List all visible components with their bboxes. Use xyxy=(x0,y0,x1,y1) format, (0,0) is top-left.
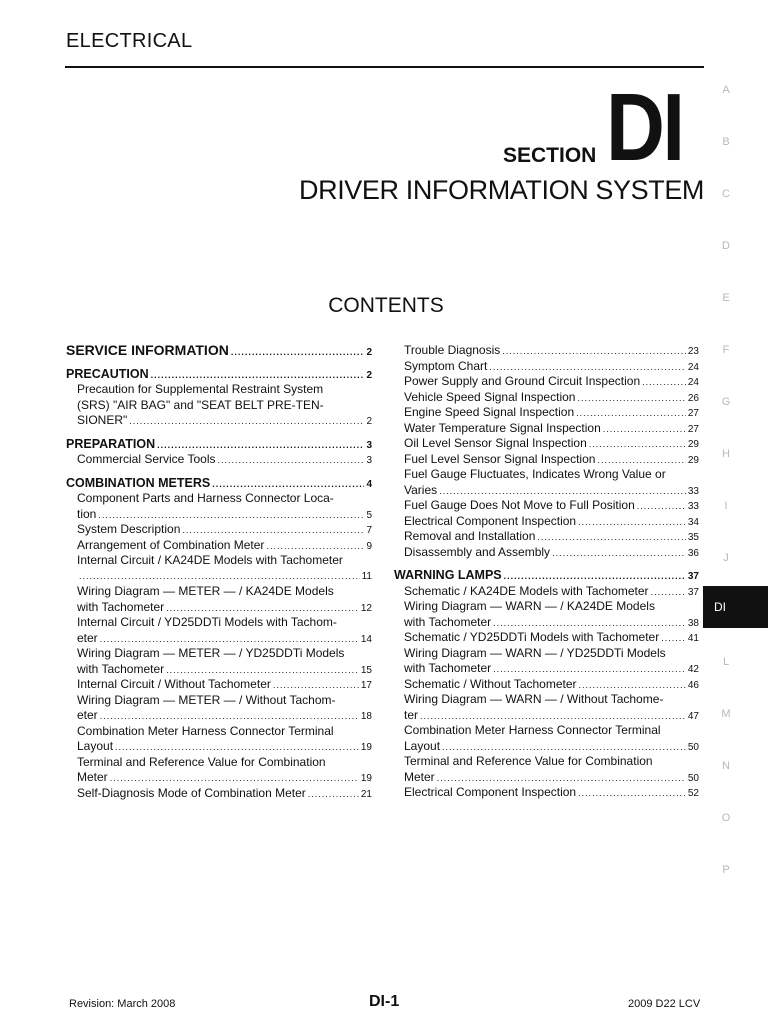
toc-leader-dots xyxy=(182,523,364,538)
toc-entry-text: Wiring Diagram — METER — / YD25DDTi Models xyxy=(77,646,345,660)
toc-leader-dots xyxy=(439,484,686,499)
toc-leader-dots xyxy=(442,740,686,755)
toc-page-number: 2 xyxy=(366,369,372,381)
toc-page-number: 21 xyxy=(360,788,372,800)
toc-entry-line xyxy=(77,569,372,585)
footer-revision: Revision: March 2008 xyxy=(69,998,176,1010)
toc-entry-text: Fuel Gauge Fluctuates, Indicates Wrong Value or xyxy=(404,467,666,481)
toc-entry-text: ter xyxy=(404,707,419,722)
section-code: DI xyxy=(606,74,683,181)
toc-entry-text: SIONER" xyxy=(77,413,128,427)
toc-entry[interactable] xyxy=(394,646,699,677)
toc-entry-line xyxy=(77,538,372,554)
toc-entry-line xyxy=(404,529,699,545)
toc-leader-dots xyxy=(651,585,686,600)
toc-group-label: WARNING LAMPS xyxy=(394,568,502,582)
toc-leader-dots xyxy=(493,662,686,677)
toc-entry-text: Meter xyxy=(77,770,108,784)
toc-page-number: 24 xyxy=(687,361,699,373)
toc-entry-text: Trouble Diagnosis xyxy=(404,343,501,357)
toc-entry[interactable] xyxy=(66,491,372,522)
toc-entry-line xyxy=(404,615,699,631)
toc-leader-dots xyxy=(589,437,686,452)
toc-page-number: 26 xyxy=(687,392,699,404)
toc-leader-dots xyxy=(578,515,686,530)
toc-entry[interactable] xyxy=(66,646,372,677)
toc-entry[interactable] xyxy=(394,723,699,754)
section-tab-g[interactable]: G xyxy=(721,396,731,408)
toc-leader-dots xyxy=(577,391,685,406)
toc-entry[interactable] xyxy=(66,452,372,468)
toc-leader-dots xyxy=(502,344,686,359)
toc-entry-text: Internal Circuit / KA24DE Models with Tachometer xyxy=(77,553,343,567)
toc-entry[interactable] xyxy=(394,467,699,498)
contents-heading: CONTENTS xyxy=(328,294,444,317)
toc-leader-dots xyxy=(603,422,686,437)
toc-entry-text: Fuel Level Sensor Signal Inspection xyxy=(404,451,596,466)
toc-leader-dots xyxy=(597,453,685,468)
toc-leader-dots xyxy=(129,414,364,429)
section-tab-n[interactable]: N xyxy=(722,760,730,772)
toc-entry[interactable] xyxy=(394,630,699,646)
toc-page-number: 15 xyxy=(360,664,372,676)
toc-page-number: 5 xyxy=(366,509,372,521)
toc-page-number: 33 xyxy=(687,501,699,512)
toc-entry[interactable] xyxy=(66,584,372,615)
toc-entry-text: Schematic / YD25DDTi Models with Tachometer xyxy=(404,630,660,644)
toc-page-number: 19 xyxy=(360,773,372,784)
header-rule xyxy=(65,66,704,68)
toc-entry[interactable] xyxy=(394,421,699,437)
toc-entry[interactable] xyxy=(394,436,699,452)
toc-entry[interactable] xyxy=(394,677,699,693)
toc-leader-dots xyxy=(166,663,359,678)
toc-page-number: 2 xyxy=(366,347,372,358)
toc-entry-text: Terminal and Reference Value for Combination xyxy=(404,754,653,768)
toc-page-number: 42 xyxy=(687,664,699,675)
toc-entry-text: (SRS) "AIR BAG" and "SEAT BELT PRE-TEN- xyxy=(77,397,324,412)
toc-entry-line xyxy=(77,452,372,468)
toc-page-number: 50 xyxy=(687,772,699,784)
toc-leader-dots xyxy=(437,771,686,786)
toc-entry-line xyxy=(404,661,699,677)
toc-page-number: 37 xyxy=(687,571,699,582)
toc-entry-text: Schematic / Without Tachometer xyxy=(404,676,577,691)
toc-entry[interactable] xyxy=(394,390,699,406)
toc-entry-text: Schematic / KA24DE Models with Tachometer xyxy=(404,583,649,598)
toc-leader-dots xyxy=(151,368,365,383)
toc-entry[interactable] xyxy=(66,538,372,554)
toc-page-number: 29 xyxy=(687,454,699,466)
toc-entry-line xyxy=(77,739,372,755)
toc-entry-text: Fuel Gauge Does Not Move to Full Position xyxy=(404,498,635,512)
toc-page-number: 3 xyxy=(366,455,372,466)
toc-entry-line xyxy=(77,662,372,678)
toc-page-number: 23 xyxy=(687,346,699,357)
toc-page-number: 24 xyxy=(687,377,699,388)
toc-entry-text: with Tachometer xyxy=(77,599,165,614)
toc-leader-dots xyxy=(212,477,364,492)
toc-group-heading[interactable] xyxy=(66,343,372,359)
toc-leader-dots xyxy=(504,569,686,584)
section-tab-c[interactable]: C xyxy=(722,188,730,200)
toc-entry[interactable] xyxy=(66,755,372,786)
toc-leader-dots xyxy=(552,546,686,561)
toc-leader-dots xyxy=(218,453,365,468)
section-tab-j[interactable]: J xyxy=(723,552,729,564)
toc-entry-text: Wiring Diagram — WARN — / KA24DE Models xyxy=(404,599,655,613)
toc-entry-text: Electrical Component Inspection xyxy=(404,513,577,528)
toc-entry-line xyxy=(404,584,699,600)
toc-entry[interactable] xyxy=(394,405,699,421)
toc-entry-line xyxy=(404,498,699,514)
toc-entry-text: Self-Diagnosis Mode of Combination Meter xyxy=(77,785,306,800)
toc-leader-dots xyxy=(166,601,359,616)
toc-entry-text: Power Supply and Ground Circuit Inspection xyxy=(404,374,641,388)
toc-entry[interactable] xyxy=(394,754,699,785)
manual-category: ELECTRICAL xyxy=(66,30,193,52)
toc-leader-dots xyxy=(79,569,360,585)
toc-entry-line xyxy=(77,677,372,693)
toc-group-label: COMBINATION METERS xyxy=(66,475,211,490)
section-tab-b[interactable]: B xyxy=(722,136,730,148)
toc-page-number: 29 xyxy=(687,439,699,450)
toc-entry-line xyxy=(77,507,372,523)
toc-entry[interactable] xyxy=(66,522,372,538)
toc-entry-text: Internal Circuit / YD25DDTi Models with Tachom- xyxy=(77,615,337,629)
toc-entry-text: with Tachometer xyxy=(404,661,492,675)
toc-leader-dots xyxy=(493,616,686,631)
toc-entry-line xyxy=(404,374,699,390)
toc-entry-line xyxy=(404,483,699,499)
toc-entry-text: with Tachometer xyxy=(404,614,492,629)
section-tab-h[interactable]: H xyxy=(722,448,730,460)
toc-page-number: 17 xyxy=(360,680,372,691)
toc-leader-dots xyxy=(489,360,686,375)
toc-entry-text: Layout xyxy=(404,738,441,753)
toc-entry[interactable] xyxy=(66,693,372,724)
toc-entry-line xyxy=(77,708,372,724)
toc-page-number: 4 xyxy=(366,478,372,490)
toc-entry-text: Layout xyxy=(77,739,114,753)
toc-leader-dots xyxy=(110,771,359,786)
toc-entry[interactable] xyxy=(394,545,699,561)
toc-page-number: 12 xyxy=(360,602,372,614)
toc-entry-text: Disassembly and Assembly xyxy=(404,544,551,559)
toc-leader-dots xyxy=(537,530,685,545)
toc-entry-line xyxy=(77,631,372,647)
toc-page-number: 18 xyxy=(360,711,372,722)
toc-entry[interactable] xyxy=(394,452,699,468)
toc-entry[interactable] xyxy=(394,584,699,600)
section-tab-a[interactable]: A xyxy=(722,84,730,96)
toc-group-label: PRECAUTION xyxy=(66,366,149,381)
toc-entry-text: tion xyxy=(77,506,97,521)
section-tab-e[interactable]: E xyxy=(722,292,730,304)
toc-leader-dots xyxy=(115,740,359,755)
toc-entry-text: Wiring Diagram — METER — / KA24DE Models xyxy=(77,584,334,598)
toc-leader-dots xyxy=(308,787,359,802)
toc-page-number: 33 xyxy=(687,485,699,497)
toc-page-number: 27 xyxy=(687,408,699,419)
toc-left-column xyxy=(66,343,372,801)
toc-entry-line xyxy=(77,786,372,802)
toc-page-number: 50 xyxy=(687,741,699,753)
toc-entry[interactable] xyxy=(66,553,372,584)
toc-page-number: 34 xyxy=(687,516,699,528)
toc-entry-line xyxy=(404,452,699,468)
toc-leader-dots xyxy=(266,539,364,554)
section-label: SECTION xyxy=(503,144,597,167)
section-tab-active[interactable]: DI xyxy=(703,586,768,628)
toc-entry-text: Oil Level Sensor Signal Inspection xyxy=(404,436,587,450)
toc-entry-line xyxy=(77,413,372,429)
toc-entry-line xyxy=(77,600,372,616)
section-tab-i[interactable]: I xyxy=(724,500,728,512)
section-tab-d[interactable]: D xyxy=(722,240,730,252)
toc-page-number: 35 xyxy=(687,532,699,543)
toc-leader-dots xyxy=(579,678,686,693)
toc-leader-dots xyxy=(231,345,365,359)
toc-page-number: 7 xyxy=(366,525,372,536)
toc-right-column xyxy=(394,343,699,801)
section-tab-f[interactable]: F xyxy=(722,344,730,356)
toc-entry-text: Wiring Diagram — METER — / Without Tachom- xyxy=(77,692,336,707)
toc-page-number: 19 xyxy=(360,742,372,753)
toc-page-number: 46 xyxy=(687,679,699,691)
toc-entry-line xyxy=(404,677,699,693)
footer-page-number: DI-1 xyxy=(369,993,400,1010)
section-tab-p[interactable]: P xyxy=(722,864,730,876)
toc-entry[interactable] xyxy=(66,677,372,693)
toc-leader-dots xyxy=(420,709,686,724)
toc-entry[interactable] xyxy=(394,692,699,723)
toc-entry-line xyxy=(404,630,699,646)
toc-entry[interactable] xyxy=(394,785,699,801)
footer-model: 2009 D22 LCV xyxy=(628,998,701,1010)
toc-leader-dots xyxy=(637,499,686,514)
toc-entry-text: Vehicle Speed Signal Inspection xyxy=(404,389,576,404)
toc-page-number: 9 xyxy=(366,540,372,552)
toc-entry[interactable] xyxy=(66,615,372,646)
toc-leader-dots xyxy=(98,508,364,523)
toc-entry-text: Water Temperature Signal Inspection xyxy=(404,420,601,435)
toc-page-number: 2 xyxy=(366,416,372,427)
toc-page-number: 38 xyxy=(687,617,699,629)
toc-entry[interactable] xyxy=(394,374,699,390)
section-tab-l[interactable]: L xyxy=(722,656,730,668)
toc-entry-text: Engine Speed Signal Inspection xyxy=(404,405,575,419)
toc-group-label: SERVICE INFORMATION xyxy=(66,343,229,358)
toc-entry-text: Electrical Component Inspection xyxy=(404,785,577,799)
toc-entry-text: Removal and Installation xyxy=(404,529,536,543)
toc-page-number: 41 xyxy=(687,633,699,644)
toc-entry-line xyxy=(404,359,699,375)
toc-entry-text: Terminal and Reference Value for Combination xyxy=(77,754,326,769)
toc-entry[interactable] xyxy=(394,359,699,375)
toc-group-label: PREPARATION xyxy=(66,436,156,451)
toc-entry-line xyxy=(404,545,699,561)
toc-entry[interactable] xyxy=(66,786,372,802)
toc-entry-text: Combination Meter Harness Connector Terminal xyxy=(77,723,334,738)
toc-leader-dots xyxy=(661,631,686,646)
toc-entry-line xyxy=(404,739,699,755)
section-tab-m[interactable]: M xyxy=(721,708,731,720)
toc-page-number: 47 xyxy=(687,710,699,722)
toc-entry-line xyxy=(77,522,372,538)
toc-page-number: 36 xyxy=(687,547,699,559)
toc-entry-line xyxy=(404,421,699,437)
toc-page-number: 37 xyxy=(687,586,699,598)
toc-entry-line xyxy=(404,708,699,724)
toc-group-heading[interactable] xyxy=(66,437,372,453)
toc-entry-text: Wiring Diagram — WARN — / Without Tachome- xyxy=(404,692,664,706)
toc-group-heading[interactable] xyxy=(66,367,372,383)
toc-entry-line xyxy=(404,770,699,786)
toc-page-number: 14 xyxy=(360,633,372,645)
toc-entry[interactable] xyxy=(394,498,699,514)
toc-page-number: 3 xyxy=(366,439,372,451)
toc-entry-line xyxy=(404,405,699,421)
toc-entry-text: Internal Circuit / Without Tachometer xyxy=(77,677,271,691)
toc-entry-line xyxy=(404,390,699,406)
toc-entry-text: Symptom Chart xyxy=(404,358,488,373)
toc-leader-dots xyxy=(273,678,359,693)
toc-leader-dots xyxy=(578,786,686,801)
toc-entry-text: System Description xyxy=(77,522,181,536)
toc-entry[interactable] xyxy=(394,599,699,630)
toc-entry-text: Commercial Service Tools xyxy=(77,452,216,466)
section-tab-o[interactable]: O xyxy=(721,812,731,824)
toc-entry-text: eter xyxy=(77,708,98,722)
toc-leader-dots xyxy=(642,375,686,390)
toc-entry-text: Combination Meter Harness Connector Terminal xyxy=(404,723,661,737)
toc-entry[interactable] xyxy=(394,514,699,530)
toc-entry[interactable] xyxy=(66,724,372,755)
toc-entry-text: Component Parts and Harness Connector Loca- xyxy=(77,491,334,505)
toc-entry-line xyxy=(404,514,699,530)
toc-entry-text: Varies xyxy=(404,482,438,497)
section-title: DRIVER INFORMATION SYSTEM xyxy=(299,175,705,205)
toc-entry[interactable] xyxy=(394,343,699,359)
toc-entry-text: with Tachometer xyxy=(77,661,165,676)
toc-group-heading[interactable] xyxy=(66,476,372,492)
toc-leader-dots xyxy=(157,438,364,453)
toc-entry-text: Meter xyxy=(404,769,435,784)
toc-leader-dots xyxy=(100,709,359,724)
toc-page-number: 27 xyxy=(687,423,699,435)
toc-entry[interactable] xyxy=(66,382,372,429)
toc-leader-dots xyxy=(576,406,686,421)
toc-entry-line xyxy=(404,436,699,452)
toc-entry[interactable] xyxy=(394,529,699,545)
toc-entry-text: eter xyxy=(77,630,98,645)
toc-page-number: 11 xyxy=(361,570,372,582)
toc-leader-dots xyxy=(100,632,359,647)
toc-entry-text: Wiring Diagram — WARN — / YD25DDTi Models xyxy=(404,645,666,660)
toc-entry-text: Precaution for Supplemental Restraint System xyxy=(77,382,324,396)
toc-page-number: 52 xyxy=(687,788,699,799)
toc-entry-text: Arrangement of Combination Meter xyxy=(77,537,265,552)
toc-entry-line xyxy=(404,343,699,359)
toc-entry-line xyxy=(404,785,699,801)
toc-group-heading[interactable] xyxy=(394,568,699,584)
toc-entry-line xyxy=(77,770,372,786)
